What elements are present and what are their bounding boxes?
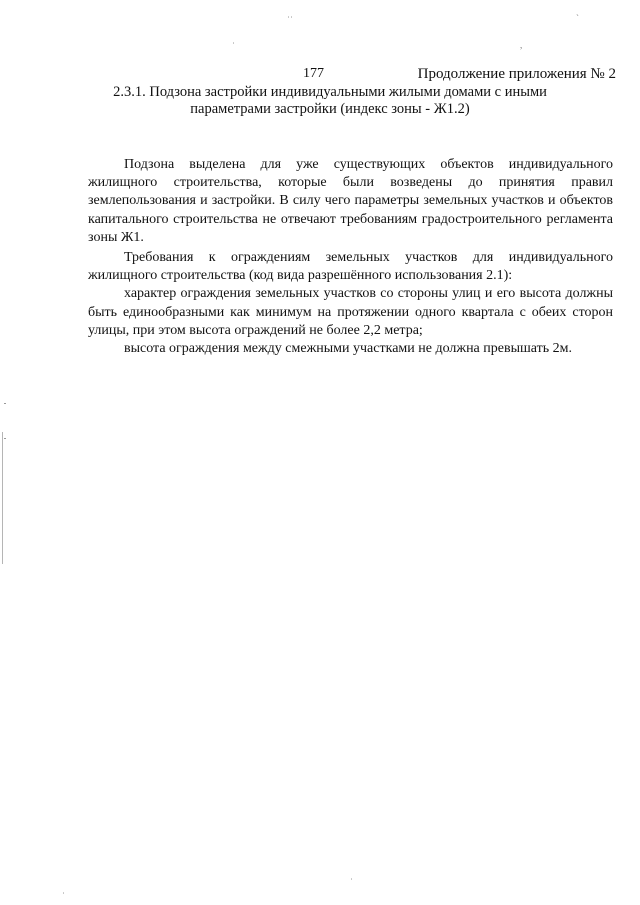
scan-artifact: ˙ (232, 41, 235, 51)
page-number: 177 (303, 66, 324, 81)
page-header (0, 66, 640, 84)
section-title-line-2: параметрами застройки (индекс зоны - Ж1.2) (190, 101, 470, 117)
body-text (88, 156, 613, 358)
paragraph-street-fence: характер ограждения земельных участков со стороны улиц и его высота должны быть единообразными как минимум на протяжении одного квартала с обеих сторон улицы, при этом высота ограждений не более 2,2 метра; (88, 286, 613, 338)
scan-artifact: , (520, 40, 523, 50)
scan-artifact: ˙ (350, 877, 353, 887)
scan-artifact (4, 403, 6, 404)
appendix-label: Продолжение приложения № 2 (417, 66, 616, 82)
scan-artifact (4, 438, 6, 439)
paragraph-adjacent-fence: высота ограждения между смежными участками не должна превышать 2м. (124, 341, 572, 357)
paragraph-subzone-description: Подзона выделена для уже существующих объектов индивидуального жилищного строительства, которые были возведены до принятия правил землепользования и застройки. В силу чего параметры земельных участков и объектов капитального строительства не отвечают требованиям градостроительного регламента зоны Ж1. (88, 157, 613, 245)
scan-artifact: ˙ (62, 891, 65, 901)
section-title (80, 84, 580, 118)
paragraph-fence-requirements: Требования к ограждениям земельных участков для индивидуального жилищного строительства (код вида разрешённого использования 2.1): (88, 250, 613, 284)
section-title-line-1: 2.3.1. Подзона застройки индивидуальными жилыми домами с иными (113, 84, 547, 100)
scan-artifact: ˙˙ (287, 15, 293, 25)
scan-artifact: ` (576, 13, 579, 23)
scan-edge-line (2, 432, 3, 564)
